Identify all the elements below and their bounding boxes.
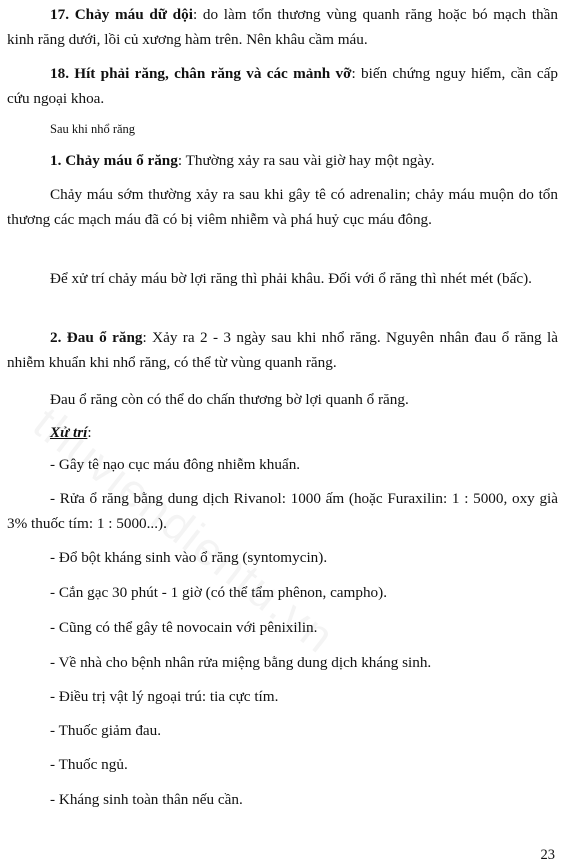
item-17-text: : do làm tổn thương vùng quanh răng hoặc bó mạch thần kinh răng dưới, lồi củ xương hàm trên. Nên khâu cầm máu. [7, 6, 558, 48]
treatment-item: - Rửa ổ răng bằng dung dịch Rivanol: 1000 ấm (hoặc Furaxilin: 1 : 5000, oxy già 3% thuốc tím: 1 : 5000...). [7, 490, 558, 532]
treatment-item: - Kháng sinh toàn thân nếu cần. [50, 791, 243, 808]
section-heading: Sau khi nhổ răng [50, 122, 136, 136]
bleeding-text: : Thường xảy ra sau vài giờ hay một ngày. [177, 152, 435, 169]
socket-pain-paragraph [7, 325, 558, 375]
socket-pain-title: 2. Đau ổ răng [50, 329, 143, 346]
bleeding-treatment-paragraph: Để xử trí chảy máu bờ lợi răng thì phải khâu. Đối với ổ răng thì nhét mét (bấc). [50, 270, 532, 287]
treatment-item: - Điều trị vật lý ngoại trú: tia cực tím. [50, 688, 279, 705]
early-bleeding-paragraph: Chảy máu sớm thường xảy ra sau khi gây tê có adrenalin; chảy máu muộn do tổn thương các mạch máu đã có bị viêm nhiễm và phá huỷ cục máu đông. [7, 186, 558, 228]
treatment-item: - Cũng có thể gây tê novocain với pênixilin. [50, 619, 318, 636]
bleeding-paragraph [7, 148, 558, 173]
treatment-heading [7, 420, 558, 445]
treatment-heading-label: Xử trí [50, 424, 88, 441]
treatment-item: - Đổ bột kháng sinh vào ổ răng (syntomycin). [50, 549, 328, 566]
item-17-title: 17. Chảy máu dữ dội [50, 6, 193, 23]
item-17-paragraph [7, 2, 558, 52]
treatment-item: - Thuốc ngủ. [50, 756, 128, 773]
treatment-item: - Cắn gạc 30 phút - 1 giờ (có thể tẩm phênon, campho). [50, 584, 388, 601]
bleeding-title: 1. Chảy máu ổ răng [50, 152, 178, 169]
page-number: 23 [540, 847, 555, 863]
treatment-heading-colon: : [87, 424, 92, 441]
item-18-paragraph [7, 61, 558, 111]
item-18-text: : biến chứng nguy hiểm, cần cấp cứu ngoại khoa. [7, 65, 558, 107]
socket-pain-cause: Đau ổ răng còn có thể do chấn thương bờ lợi quanh ổ răng. [50, 391, 409, 408]
treatment-item: - Thuốc giảm đau. [50, 722, 162, 739]
item-18-title: 18. Hít phải răng, chân răng và các mảnh vỡ [50, 65, 352, 82]
socket-pain-text: : Xảy ra 2 - 3 ngày sau khi nhổ răng. Nguyên nhân đau ổ răng là nhiễm khuẩn khi nhổ răng, có thể từ vùng quanh răng. [7, 329, 558, 371]
treatment-item: - Gây tê nạo cục máu đông nhiễm khuẩn. [50, 456, 301, 473]
treatment-item: - Về nhà cho bệnh nhân rửa miệng bằng dung dịch kháng sinh. [50, 654, 432, 671]
